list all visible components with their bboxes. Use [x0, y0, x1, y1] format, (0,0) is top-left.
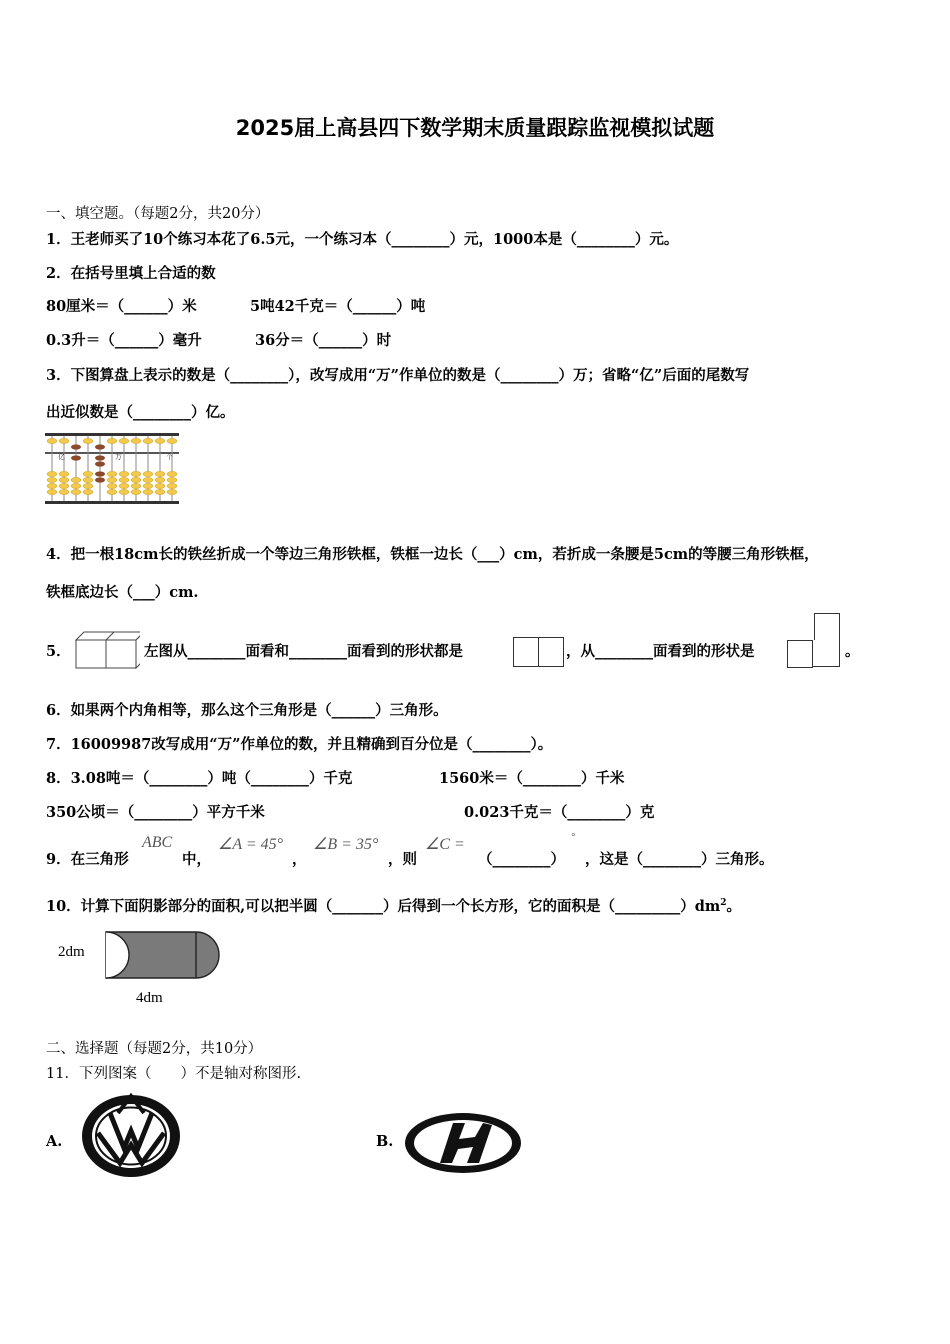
question-4-line1: 4．把一根18cm长的铁丝折成一个等边三角形铁框，铁框一边长（___）cm，若折成一条腰是5cm的等腰三角形铁框， [46, 546, 819, 563]
section-2-heading: 二、选择题（每题2分，共10分） [46, 1041, 263, 1057]
question-9-suffix: ，这是（________）三角形。 [585, 851, 774, 868]
question-7: 7．16009987改写成用“万”作单位的数，并且精确到百分位是（________）。 [46, 736, 553, 753]
abacus-label-yi: 亿 [58, 453, 65, 461]
question-10-end: 。 [726, 898, 741, 915]
question-1: 1．王老师买了10个练习本花了6.5元，一个练习本（________）元，1000本是（________）元。 [46, 231, 679, 248]
question-8-c: 350公顷＝（________）平方千米 [46, 804, 265, 821]
question-2-a: 80厘米＝（______）米 [46, 298, 197, 315]
front-view-left-square [513, 637, 539, 667]
question-5-text2: ，从________面看到的形状是 [566, 643, 755, 660]
triangle-abc: ABC [142, 834, 173, 851]
question-4-line2: 铁框底边长（___）cm. [46, 584, 199, 601]
question-2-stem: 2．在括号里填上合适的数 [46, 265, 216, 282]
question-8-b: 1560米＝（________）千米 [439, 770, 625, 787]
question-2-b: 5吨42千克＝（______）吨 [250, 298, 426, 315]
question-5-number: 5． [46, 643, 71, 660]
question-11-stem: 11．下列图案（ ）不是轴对称图形. [46, 1066, 302, 1082]
question-8-d: 0.023千克＝（________）克 [464, 804, 655, 821]
front-view-right-square [538, 637, 564, 667]
question-10 [46, 895, 741, 916]
vw-logo-image [80, 1093, 182, 1179]
question-2-d: 36分＝（______）时 [255, 332, 392, 349]
question-9-comma1: ， [292, 851, 307, 868]
top-view-upper-square [814, 613, 840, 641]
abacus-figure [44, 432, 180, 506]
section-1-heading: 一、填空题。（每题2分，共20分） [46, 206, 270, 222]
question-9-zhong: 中， [182, 851, 211, 868]
angle-b: ∠B = 35° [313, 836, 379, 853]
shaded-shape-figure [104, 930, 222, 980]
option-b-label: B. [376, 1133, 394, 1150]
shape-height-label: 2dm [58, 944, 85, 960]
question-9-blank: （________） [478, 851, 565, 868]
question-10-text: 10．计算下面阴影部分的面积,可以把半圆（_______）后得到一个长方形，它的面积是（_________）dm [46, 898, 721, 915]
question-9-comma2: ，则 [388, 851, 417, 868]
hyundai-logo-image [403, 1111, 523, 1175]
abacus-label-wan: 万 [115, 453, 122, 461]
question-3-line1: 3．下图算盘上表示的数是（________），改写成用“万”作单位的数是（________）万；省略“亿”后面的尾数写 [46, 367, 750, 384]
question-9-prefix: 9．在三角形 [46, 851, 129, 868]
question-2-c: 0.3升＝（______）毫升 [46, 332, 202, 349]
angle-a: ∠A = 45° [218, 836, 284, 853]
angle-c: ∠C = [425, 836, 465, 853]
abacus-label-ge: 个 [166, 453, 173, 461]
question-10-superscript: 2 [720, 898, 727, 909]
angle-c-degree: ° [571, 832, 575, 843]
page-title: 2025届上高县四下数学期末质量跟踪监视模拟试题 [235, 116, 715, 140]
cube-stack-figure [72, 626, 140, 670]
shape-width-label: 4dm [136, 990, 163, 1006]
question-6: 6．如果两个内角相等，那么这个三角形是（______）三角形。 [46, 702, 448, 719]
top-view-lower-left-square [787, 640, 813, 668]
question-5-end: 。 [845, 643, 860, 660]
top-view-lower-right-square [812, 640, 840, 667]
question-3-line2: 出近似数是（________）亿。 [46, 404, 235, 421]
question-5-text1: 左图从________面看和________面看到的形状都是 [144, 643, 463, 660]
question-8-a: 8．3.08吨＝（________）吨（________）千克 [46, 770, 353, 787]
option-a-label: A. [46, 1133, 63, 1150]
